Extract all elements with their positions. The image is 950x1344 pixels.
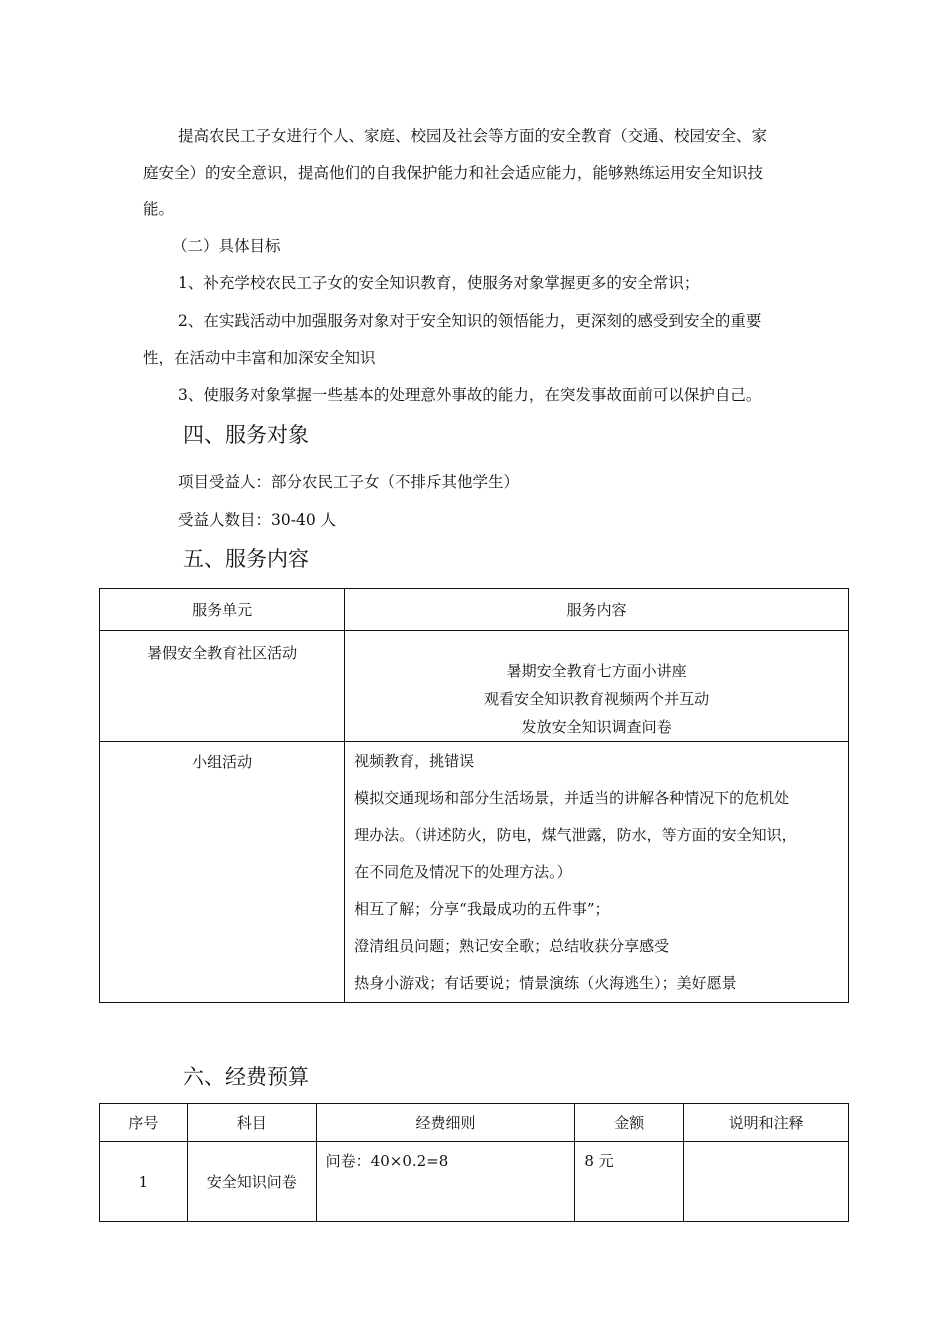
content-line: 在不同危及情况下的处理方法。） (354, 863, 572, 881)
intro-line-3: 能。 (143, 200, 175, 218)
budget-detail: 问卷：40×0.2=8 (316, 1142, 575, 1222)
section-4-title: 四、服务对象 (183, 423, 309, 447)
budget-no: 1 (100, 1142, 188, 1222)
header-item: 科目 (187, 1104, 316, 1142)
content-line: 模拟交通现场和部分生活场景，并适当的讲解各种情况下的危机处 (354, 789, 790, 807)
goal-2-line-1: 2、在实践活动中加强服务对象对于安全知识的领悟能力，更深刻的感受到安全的重要 (178, 312, 762, 330)
budget-amount: 8 元 (575, 1142, 684, 1222)
unit-cell: 小组活动 (100, 742, 345, 1003)
intro-line-1: 提高农民工子女进行个人、家庭、校园及社会等方面的安全教育（交通、校园安全、家 (178, 127, 768, 145)
table-header-row (100, 589, 849, 631)
unit-cell: 暑假安全教育社区活动 (100, 631, 345, 742)
budget-note (684, 1142, 849, 1222)
intro-line-2: 庭安全）的安全意识，提高他们的自我保护能力和社会适应能力，能够熟练运用安全知识技 (143, 164, 764, 182)
content-line: 相互了解；分享“我最成功的五件事”； (354, 900, 610, 918)
content-line: 暑期安全教育七方面小讲座 (506, 662, 687, 680)
content-line: 理办法。（讲述防火，防电，煤气泄露，防水，等方面的安全知识， (354, 826, 797, 844)
content-line: 观看安全知识教育视频两个并互动 (484, 690, 710, 708)
goal-3: 3、使服务对象掌握一些基本的处理意外事故的能力，在突发事故面前可以保护自己。 (178, 386, 762, 404)
section-6-title: 六、经费预算 (183, 1065, 309, 1089)
budget-item: 安全知识问卷 (187, 1142, 316, 1222)
header-no: 序号 (100, 1104, 188, 1142)
header-service-unit: 服务单元 (100, 589, 345, 631)
beneficiary-count: 受益人数目：30-40 人 (178, 511, 337, 529)
header-detail: 经费细则 (316, 1104, 575, 1142)
table-row (100, 1142, 849, 1222)
beneficiary-text: 项目受益人：部分农民工子女（不排斥其他学生） (178, 473, 520, 491)
budget-table (99, 1103, 849, 1222)
header-service-content: 服务内容 (345, 589, 849, 631)
header-amount: 金额 (575, 1104, 684, 1142)
section-5-title: 五、服务内容 (183, 547, 309, 571)
subheading-specific-goals: （二）具体目标 (172, 237, 281, 255)
goal-2-line-2: 性，在活动中丰富和加深安全知识 (143, 349, 376, 367)
content-cell (345, 742, 849, 1003)
table-row (100, 631, 849, 742)
table-header-row (100, 1104, 849, 1142)
table-row (100, 742, 849, 1003)
content-cell (345, 631, 849, 742)
content-line: 热身小游戏；有话要说；情景演练（火海逃生）；美好愿景 (354, 974, 737, 992)
content-line: 发放安全知识调查问卷 (521, 718, 672, 736)
service-content-table (99, 588, 849, 1003)
header-note: 说明和注释 (684, 1104, 849, 1142)
content-line: 视频教育，挑错误 (354, 752, 475, 770)
content-line: 澄清组员问题；熟记安全歌；总结收获分享感受 (354, 937, 670, 955)
goal-1: 1、补充学校农民工子女的安全知识教育，使服务对象掌握更多的安全常识； (178, 274, 700, 292)
